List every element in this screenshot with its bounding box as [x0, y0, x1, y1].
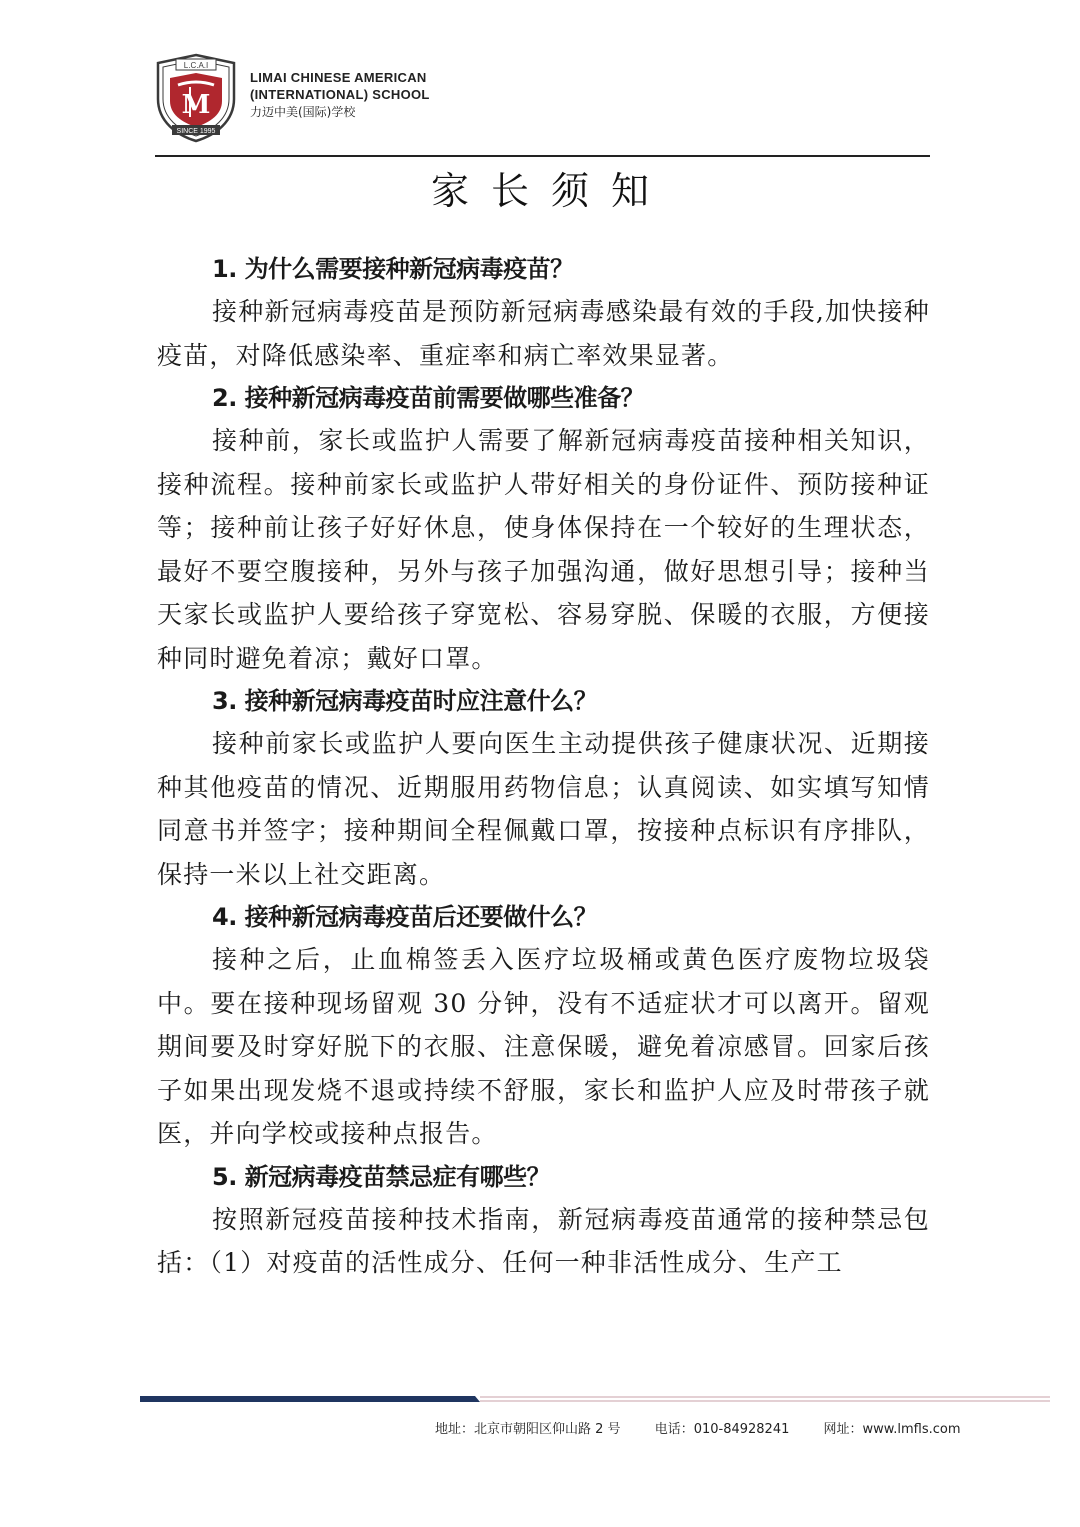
answer-3: 接种前家长或监护人要向医生主动提供孩子健康状况、近期接种其他疫苗的情况、近期服用药物信息；认真阅读、如实填写知情同意书并签字；接种期间全程佩戴口罩，按接种点标识有序排队，保持一米以上社交距离。	[157, 729, 930, 889]
school-name-cn: 力迈中美(国际)学校	[250, 105, 356, 119]
question-3: 3. 接种新冠病毒疫苗时应注意什么？	[212, 687, 598, 715]
footer-contact	[435, 1418, 991, 1437]
school-name	[250, 69, 430, 121]
document-title: 家长须知	[430, 169, 671, 213]
logo-since-text: SINCE 1995	[176, 128, 216, 135]
school-name-en-line1: LIMAI CHINESE AMERICAN	[250, 70, 427, 85]
logo-arc-text: L.C.A.I	[183, 61, 209, 70]
answer-4: 接种之后，止血棉签丢入医疗垃圾桶或黄色医疗废物垃圾袋中。要在接种现场留观 30 分钟，没有不适症状才可以离开。留观期间要及时穿好脱下的衣服、注意保暖，避免着凉感冒。回家后孩子如果出现发烧不退或持续不舒服，家长和监护人应及时带孩子就医，并向学校或接种点报告。	[157, 945, 930, 1148]
document-body	[157, 248, 930, 1285]
footer-address: 地址：北京市朝阳区仰山路 2 号	[435, 1422, 621, 1437]
question-2: 2. 接种新冠病毒疫苗前需要做哪些准备？	[212, 384, 645, 412]
header-divider	[155, 155, 930, 157]
question-1: 1. 为什么需要接种新冠病毒疫苗？	[212, 255, 574, 283]
answer-5: 按照新冠疫苗接种技术指南，新冠病毒疫苗通常的接种禁忌包括：（1）对疫苗的活性成分、任何一种非活性成分、生产工	[157, 1204, 930, 1277]
question-5: 5. 新冠病毒疫苗禁忌症有哪些？	[212, 1162, 551, 1191]
footer-website: 网址：www.lmfls.com	[823, 1422, 961, 1437]
footer-bar	[140, 1393, 1050, 1405]
school-name-en-line2: (INTERNATIONAL) SCHOOL	[250, 87, 430, 102]
svg-text:M: M	[181, 90, 211, 120]
answer-1: 接种新冠病毒疫苗是预防新冠病毒感染最有效的手段,加快接种疫苗，对降低感染率、重症率和病亡率效果显著。	[157, 297, 930, 370]
answer-2: 接种前，家长或监护人需要了解新冠病毒疫苗接种相关知识，接种流程。接种前家长或监护人带好相关的身份证件、预防接种证等；接种前让孩子好好休息，使身体保持在一个较好的生理状态，最好不要空腹接种，另外与孩子加强沟通，做好思想引导；接种当天家长或监护人要给孩子穿宽松、容易穿脱、保暖的衣服，方便接种同时避免着凉；戴好口罩。	[157, 426, 930, 673]
footer-phone: 电话：010-84928241	[654, 1422, 790, 1437]
school-logo	[150, 51, 242, 143]
question-4: 4. 接种新冠病毒疫苗后还要做什么？	[212, 903, 598, 931]
letterhead	[150, 45, 940, 145]
